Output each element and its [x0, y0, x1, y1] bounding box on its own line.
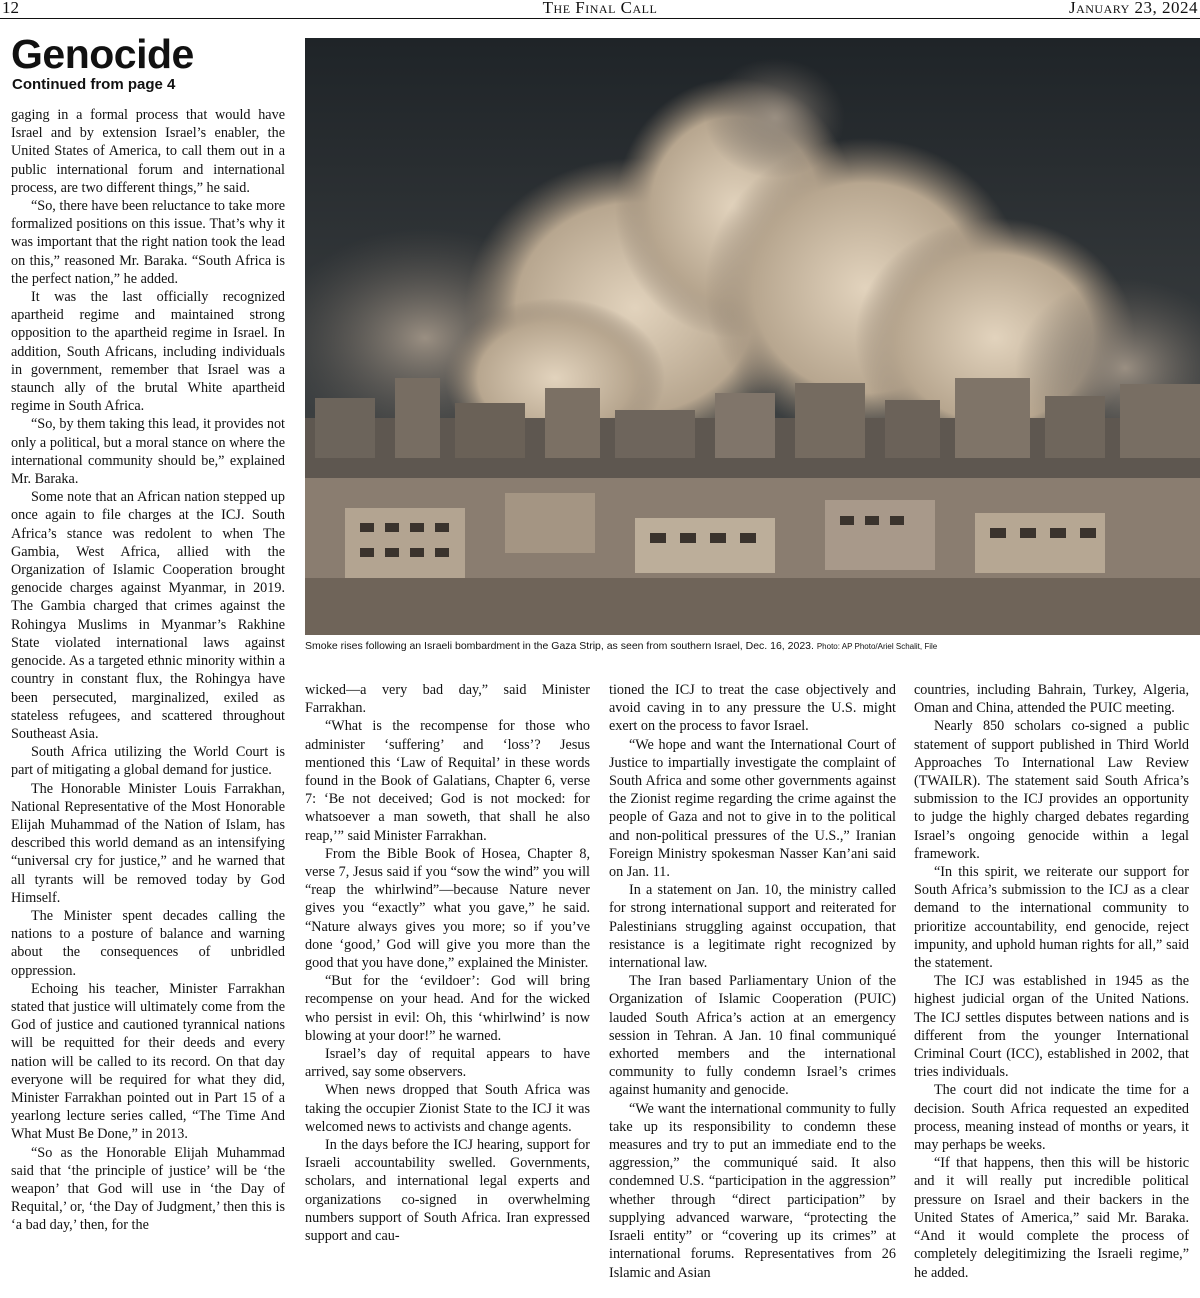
paragraph: From the Bible Book of Hosea, Chapter 8, verse 7, Jesus said if you “sow the wind” you will “reap the whirlwind”—because Nature never gives you “exactly” what you gave,” he said. “Nature always gives you more; so if you’ve done ‘good,’ God will give you more than the good that you have done,” explained the Minister. — [305, 845, 590, 972]
paragraph: countries, including Bahrain, Turkey, Algeria, Oman and China, attended the PUIC meeting. — [914, 682, 1189, 717]
photo-caption — [305, 640, 1195, 653]
paragraph: The court did not indicate the time for a decision. South Africa requested an expedited process, meaning instead of months or years, it may perhaps be weeks. — [914, 1082, 1189, 1154]
paragraph: “So as the Honorable Elijah Muhammad said that ‘the principle of justice’ will be ‘the weapon’ that God will use in ‘the Day of Requital,’ or, ‘the Day of Judgment,’ then this is ‘a bad day,’ then, for the — [11, 1144, 285, 1234]
publication-name: The Final Call — [542, 0, 658, 17]
paragraph: “In this spirit, we reiterate our support for South Africa’s submission to the ICJ as a clear demand to the international community to prioritize accountability, end genocide, reject impunity, and uphold human rights for all,” said the statement. — [914, 864, 1189, 972]
page-number: 12 — [2, 0, 19, 17]
photo-credit: Photo: AP Photo/Ariel Schalit, File — [816, 642, 938, 651]
paragraph: When news dropped that South Africa was taking the occupier Zionist State to the ICJ it was welcomed news to activists and change agents. — [305, 1082, 590, 1135]
paragraph: “So, there have been reluctance to take more formalized positions on this issue. That’s why it was important that the right nation took the lead on this,” reasoned Mr. Baraka. “South Africa is the perfect nation,” he added. — [11, 198, 285, 287]
caption-text: Smoke rises following an Israeli bombardment in the Gaza Strip, as seen from southern Israel, Dec. 16, 2023. — [305, 640, 814, 652]
article-headline: Genocide — [11, 31, 194, 77]
paragraph: “What is the recompense for those who administer ‘suffering’ and ‘loss’? Jesus mentioned this ‘Law of Requital’ in these words found in the Book of Galatians, Chapter 6, verse 7: ‘Be not deceived; God is not mocked: for whatsoever a man soweth, that shall he also reap,’” said Minister Farrakhan. — [305, 718, 590, 844]
paragraph: In the days before the ICJ hearing, support for Israeli accountability swelled. Governments, scholars, and international legal experts and organizations co-signed in overwhelming numbers support of South Africa. Iran expressed support and cau- — [305, 1137, 590, 1245]
paragraph: The ICJ was established in 1945 as the highest judicial organ of the United Nations. The ICJ settles disputes between nations and is different from the younger International Criminal Court (ICC), established in 2002, that tries individuals. — [914, 973, 1189, 1081]
paragraph: The Honorable Minister Louis Farrakhan, National Representative of the Most Honorable Elijah Muhammad of the Nation of Islam, has described this world demand as an intensifying “universal cry for justice,” and he warned that all tyrants will be removed today by God Himself. — [11, 780, 285, 906]
paragraph: tioned the ICJ to treat the case objectively and avoid caving in to any pressure the U.S. might exert on the process to favor Israel. — [609, 682, 896, 735]
issue-date: January 23, 2024 — [1068, 0, 1198, 17]
article-column-4 — [914, 681, 1189, 1296]
continued-from-label: Continued from page 4 — [12, 76, 176, 93]
paragraph: wicked—a very bad day,” said Minister Farrakhan. — [305, 682, 590, 717]
paragraph: Israel’s day of requital appears to have arrived, say some observers. — [305, 1046, 590, 1081]
paragraph: The Minister spent decades calling the nations to a posture of balance and warning about the consequences of unbridled oppression. — [11, 907, 285, 979]
paragraph: “We hope and want the International Court of Justice to impartially investigate the complaint of South Africa and some other governments against the Zionist regime regarding the crime against the people of Gaza and not to give in to the political and non-political pressures of the U.S.,” Iranian Foreign Ministry spokesman Nasser Kan’ani said on Jan. 11. — [609, 736, 896, 881]
paragraph: gaging in a formal process that would have Israel and by extension Israel’s enabler, the United States of America, to call them out in a public international forum and international process, are two different things,” he said. — [11, 107, 285, 196]
masthead — [0, 0, 1200, 19]
paragraph: In a statement on Jan. 10, the ministry called for strong international support and reiterated for Palestinians struggling against occupation, that resistance is a legitimate right recognized by international law. — [609, 882, 896, 972]
article-column-3 — [609, 681, 896, 1296]
paragraph: It was the last officially recognized apartheid regime and maintained strong opposition to the apartheid regime in Israel. In addition, South Africans, including individuals in government, remember that Israel was a staunch ally of the brutal White apartheid regime in South Africa. — [11, 289, 285, 415]
paragraph: The Iran based Parliamentary Union of the Organization of Islamic Cooperation (PUIC) lauded South Africa’s action at an emergency session in Tehran. A Jan. 10 final communiqué exhorted members and the international community to fully condemn Israel’s crimes against humanity and genocide. — [609, 973, 896, 1099]
paragraph: “If that happens, then this will be historic and it will really put incredible political pressure on Israel and their backers in the United States of America,” said Mr. Baraka. “And it would complete the process of completely delegitimizing the Israeli regime,” he added. — [914, 1155, 1189, 1281]
article-column-1 — [11, 106, 285, 1296]
paragraph: “We want the international community to fully take up its responsibility to condemn these measures and try to put an immediate end to the aggression,” the communiqué said. It also condemned U.S. “participation in the aggression” whether through “direct participation” by supplying advanced warware, “protecting the Israeli entity” or “covering up its crimes” at international forums. Representatives from 26 Islamic and Asian — [609, 1100, 896, 1281]
paragraph: “But for the ‘evildoer’: God will bring recompense on your head. And for the wicked who persist in evil: Oh, this ‘whirlwind’ is now blowing at your door!” he warned. — [305, 973, 590, 1044]
paragraph: Echoing his teacher, Minister Farrakhan stated that justice will ultimately come from the God of justice and cautioned tyrannical nations will be requitted for their deeds and every nation will be called to its record. On that day everyone will be required for what they did, Minister Farrakhan pointed out in Part 15 of a yearlong lecture series called, “The Time And What Must Be Done,” in 2013. — [11, 980, 285, 1143]
article-column-2 — [305, 681, 590, 1296]
paragraph: “So, by them taking this lead, it provides not only a political, but a moral stance on where the international community should be,” explained Mr. Baraka. — [11, 416, 285, 488]
paragraph: South Africa utilizing the World Court is part of mitigating a global demand for justice. — [11, 744, 285, 779]
paragraph: Nearly 850 scholars co-signed a public statement of support published in Third World Approaches To International Law Review (TWAILR). The statement said South Africa’s submission to the ICJ provides an opportunity to judge the highly charged debates regarding Israel’s ongoing genocide within a legal framework. — [914, 718, 1189, 862]
gaza-smoke-photo — [305, 38, 1200, 635]
paragraph: Some note that an African nation stepped up once again to file charges at the ICJ. South Africa’s stance was redolent to when The Gambia, West Africa, allied with the Organization of Islamic Cooperation brought genocide charges against Myanmar, in 2019. The Gambia charged that crimes against the Rohingya Muslims in Myanmar’s Rakhine State violated international laws against genocide. As a targeted ethnic minority within a country in constant flux, the Rohingya have been persecuted, marginalized, exiled as stateless refugees, and scattered throughout Southeast Asia. — [11, 489, 285, 742]
